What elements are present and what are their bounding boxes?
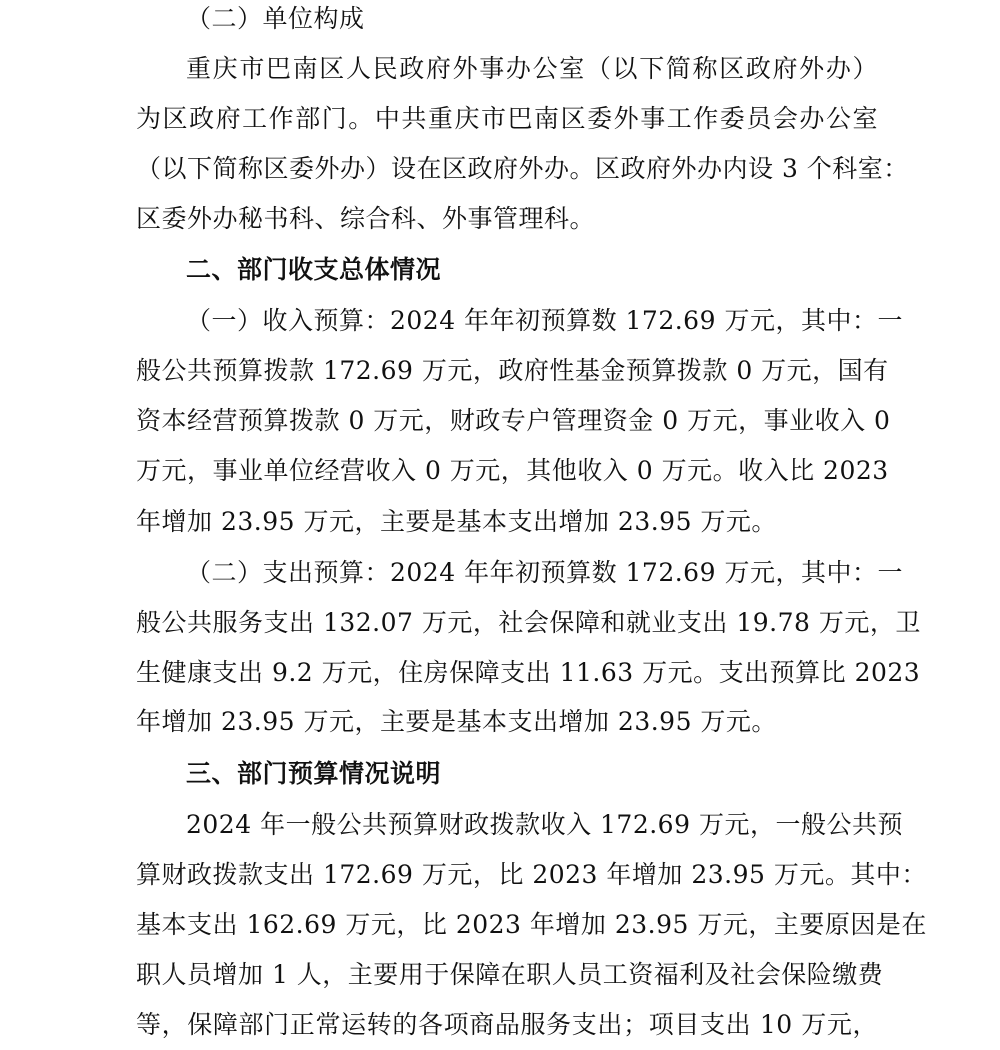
paragraph-line: 万元，事业单位经营收入 0 万元，其他收入 0 万元。收入比 2023	[136, 456, 889, 485]
paragraph-line: 区委外办秘书科、综合科、外事管理科。	[136, 204, 596, 233]
paragraph-line: 职人员增加 1 人，主要用于保障在职人员工资福利及社会保险缴费	[136, 960, 884, 989]
section-heading-unit-composition: （二）单位构成	[186, 4, 365, 33]
section-heading-budget-overview: 二、部门收支总体情况	[186, 255, 442, 284]
paragraph-line: （以下简称区委外办）设在区政府外办。区政府外办内设 3 个科室：	[136, 154, 909, 183]
paragraph-line: 般公共预算拨款 172.69 万元，政府性基金预算拨款 0 万元，国有	[136, 356, 889, 385]
paragraph-line: 般公共服务支出 132.07 万元，社会保障和就业支出 19.78 万元，卫	[136, 608, 921, 637]
paragraph-line: 重庆市巴南区人民政府外事办公室（以下简称区政府外办）	[186, 54, 878, 83]
paragraph-line: （二）支出预算：2024 年年初预算数 172.69 万元，其中：一	[186, 558, 903, 587]
paragraph-line: 2024 年一般公共预算财政拨款收入 172.69 万元，一般公共预	[186, 810, 903, 839]
paragraph-line: 年增加 23.95 万元，主要是基本支出增加 23.95 万元。	[136, 707, 777, 736]
section-heading-budget-explanation: 三、部门预算情况说明	[186, 759, 442, 788]
paragraph-line: 资本经营预算拨款 0 万元，财政专户管理资金 0 万元，事业收入 0	[136, 406, 891, 435]
paragraph-line: 生健康支出 9.2 万元，住房保障支出 11.63 万元。支出预算比 2023	[136, 658, 921, 687]
paragraph-line: 等，保障部门正常运转的各项商品服务支出；项目支出 10 万元，	[136, 1010, 878, 1039]
paragraph-line: 为区政府工作部门。中共重庆市巴南区委外事工作委员会办公室	[136, 104, 878, 133]
paragraph-line: 年增加 23.95 万元，主要是基本支出增加 23.95 万元。	[136, 507, 777, 536]
paragraph-line: （一）收入预算：2024 年年初预算数 172.69 万元，其中：一	[186, 306, 903, 335]
paragraph-line: 算财政拨款支出 172.69 万元，比 2023 年增加 23.95 万元。其中：	[136, 860, 927, 889]
paragraph-line: 基本支出 162.69 万元，比 2023 年增加 23.95 万元，主要原因是在	[136, 910, 927, 939]
